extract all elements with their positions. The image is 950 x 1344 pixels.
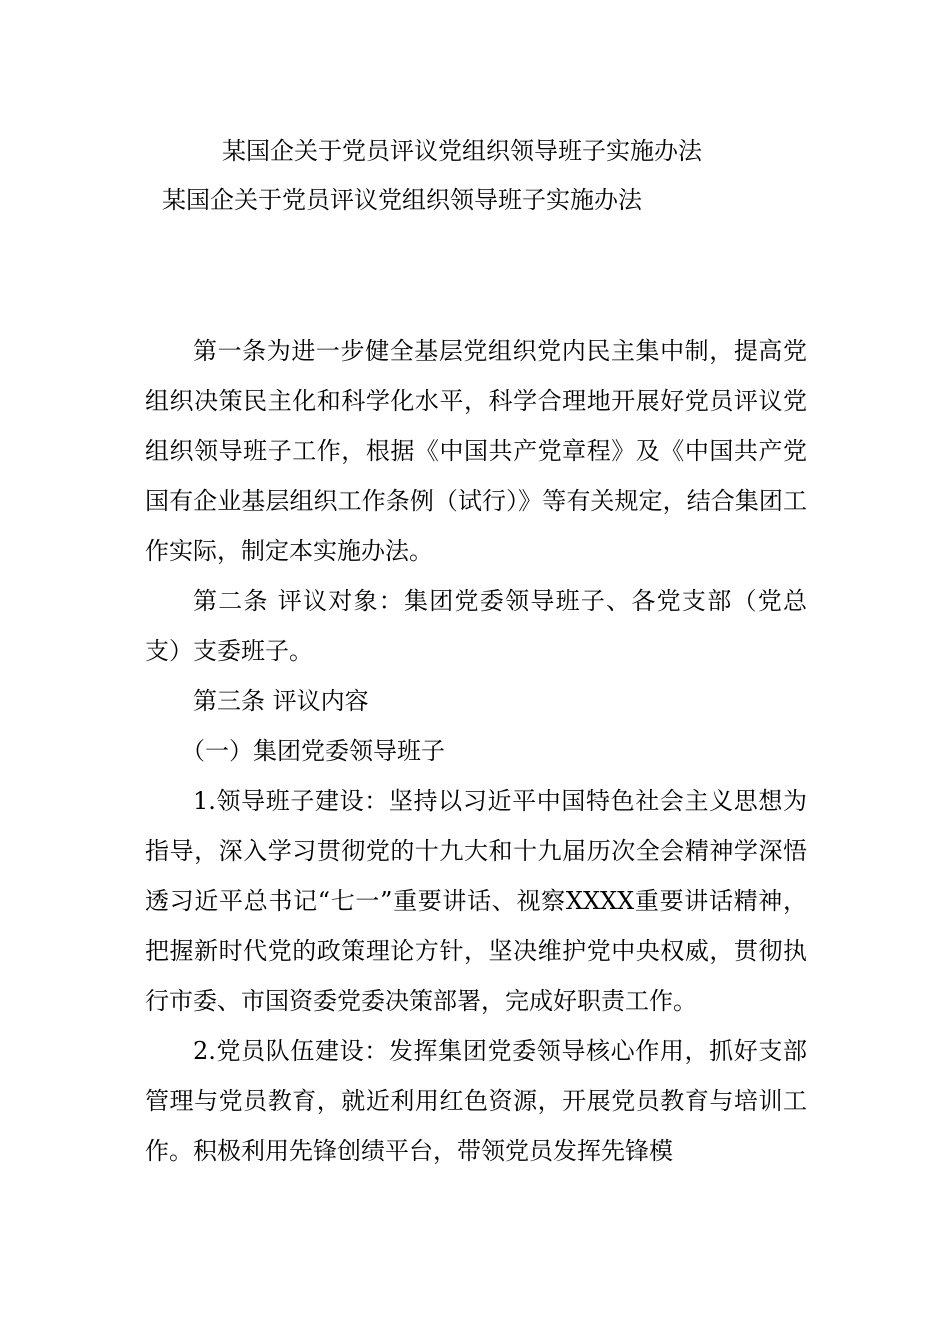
article-2-paragraph: 第二条 评议对象：集团党委领导班子、各党支部（党总支）支委班子。 bbox=[145, 587, 807, 665]
item-1-paragraph: 1.领导班子建设：坚持以习近平中国特色社会主义思想为指导，深入学习贯彻党的十九大和十九届历次全会精神学深悟透习近平总书记“七一”重要讲话、视察XXXX重要讲话精神，把握新时代党的政策理论方针，坚决维护党中央权威，贯彻执行市委、市国资委党委决策部署，完成好职责工作。 bbox=[145, 787, 807, 1015]
article-1-paragraph: 第一条为进一步健全基层党组织党内民主集中制，提高党组织决策民主化和科学化水平，科学合理地开展好党员评议党组织领导班子工作，根据《中国共产党章程》及《中国共产党国有企业基层组织工作条例（试行）》等有关规定，结合集团工作实际，制定本实施办法。 bbox=[145, 337, 807, 565]
document-body bbox=[145, 326, 807, 1176]
document-title-repeat: 某国企关于党员评议党组织领导班子实施办法 bbox=[162, 186, 642, 214]
section-1-heading: （一）集团党委领导班子 bbox=[181, 737, 445, 765]
article-3-heading: 第三条 评议内容 bbox=[193, 687, 369, 715]
item-2-paragraph: 2.党员队伍建设：发挥集团党委领导核心作用，抓好支部管理与党员教育，就近利用红色资源，开展党员教育与培训工作。积极利用先锋创绩平台，带领党员发挥先锋模 bbox=[145, 1037, 807, 1165]
document-title: 某国企关于党员评议党组织领导班子实施办法 bbox=[222, 137, 702, 165]
